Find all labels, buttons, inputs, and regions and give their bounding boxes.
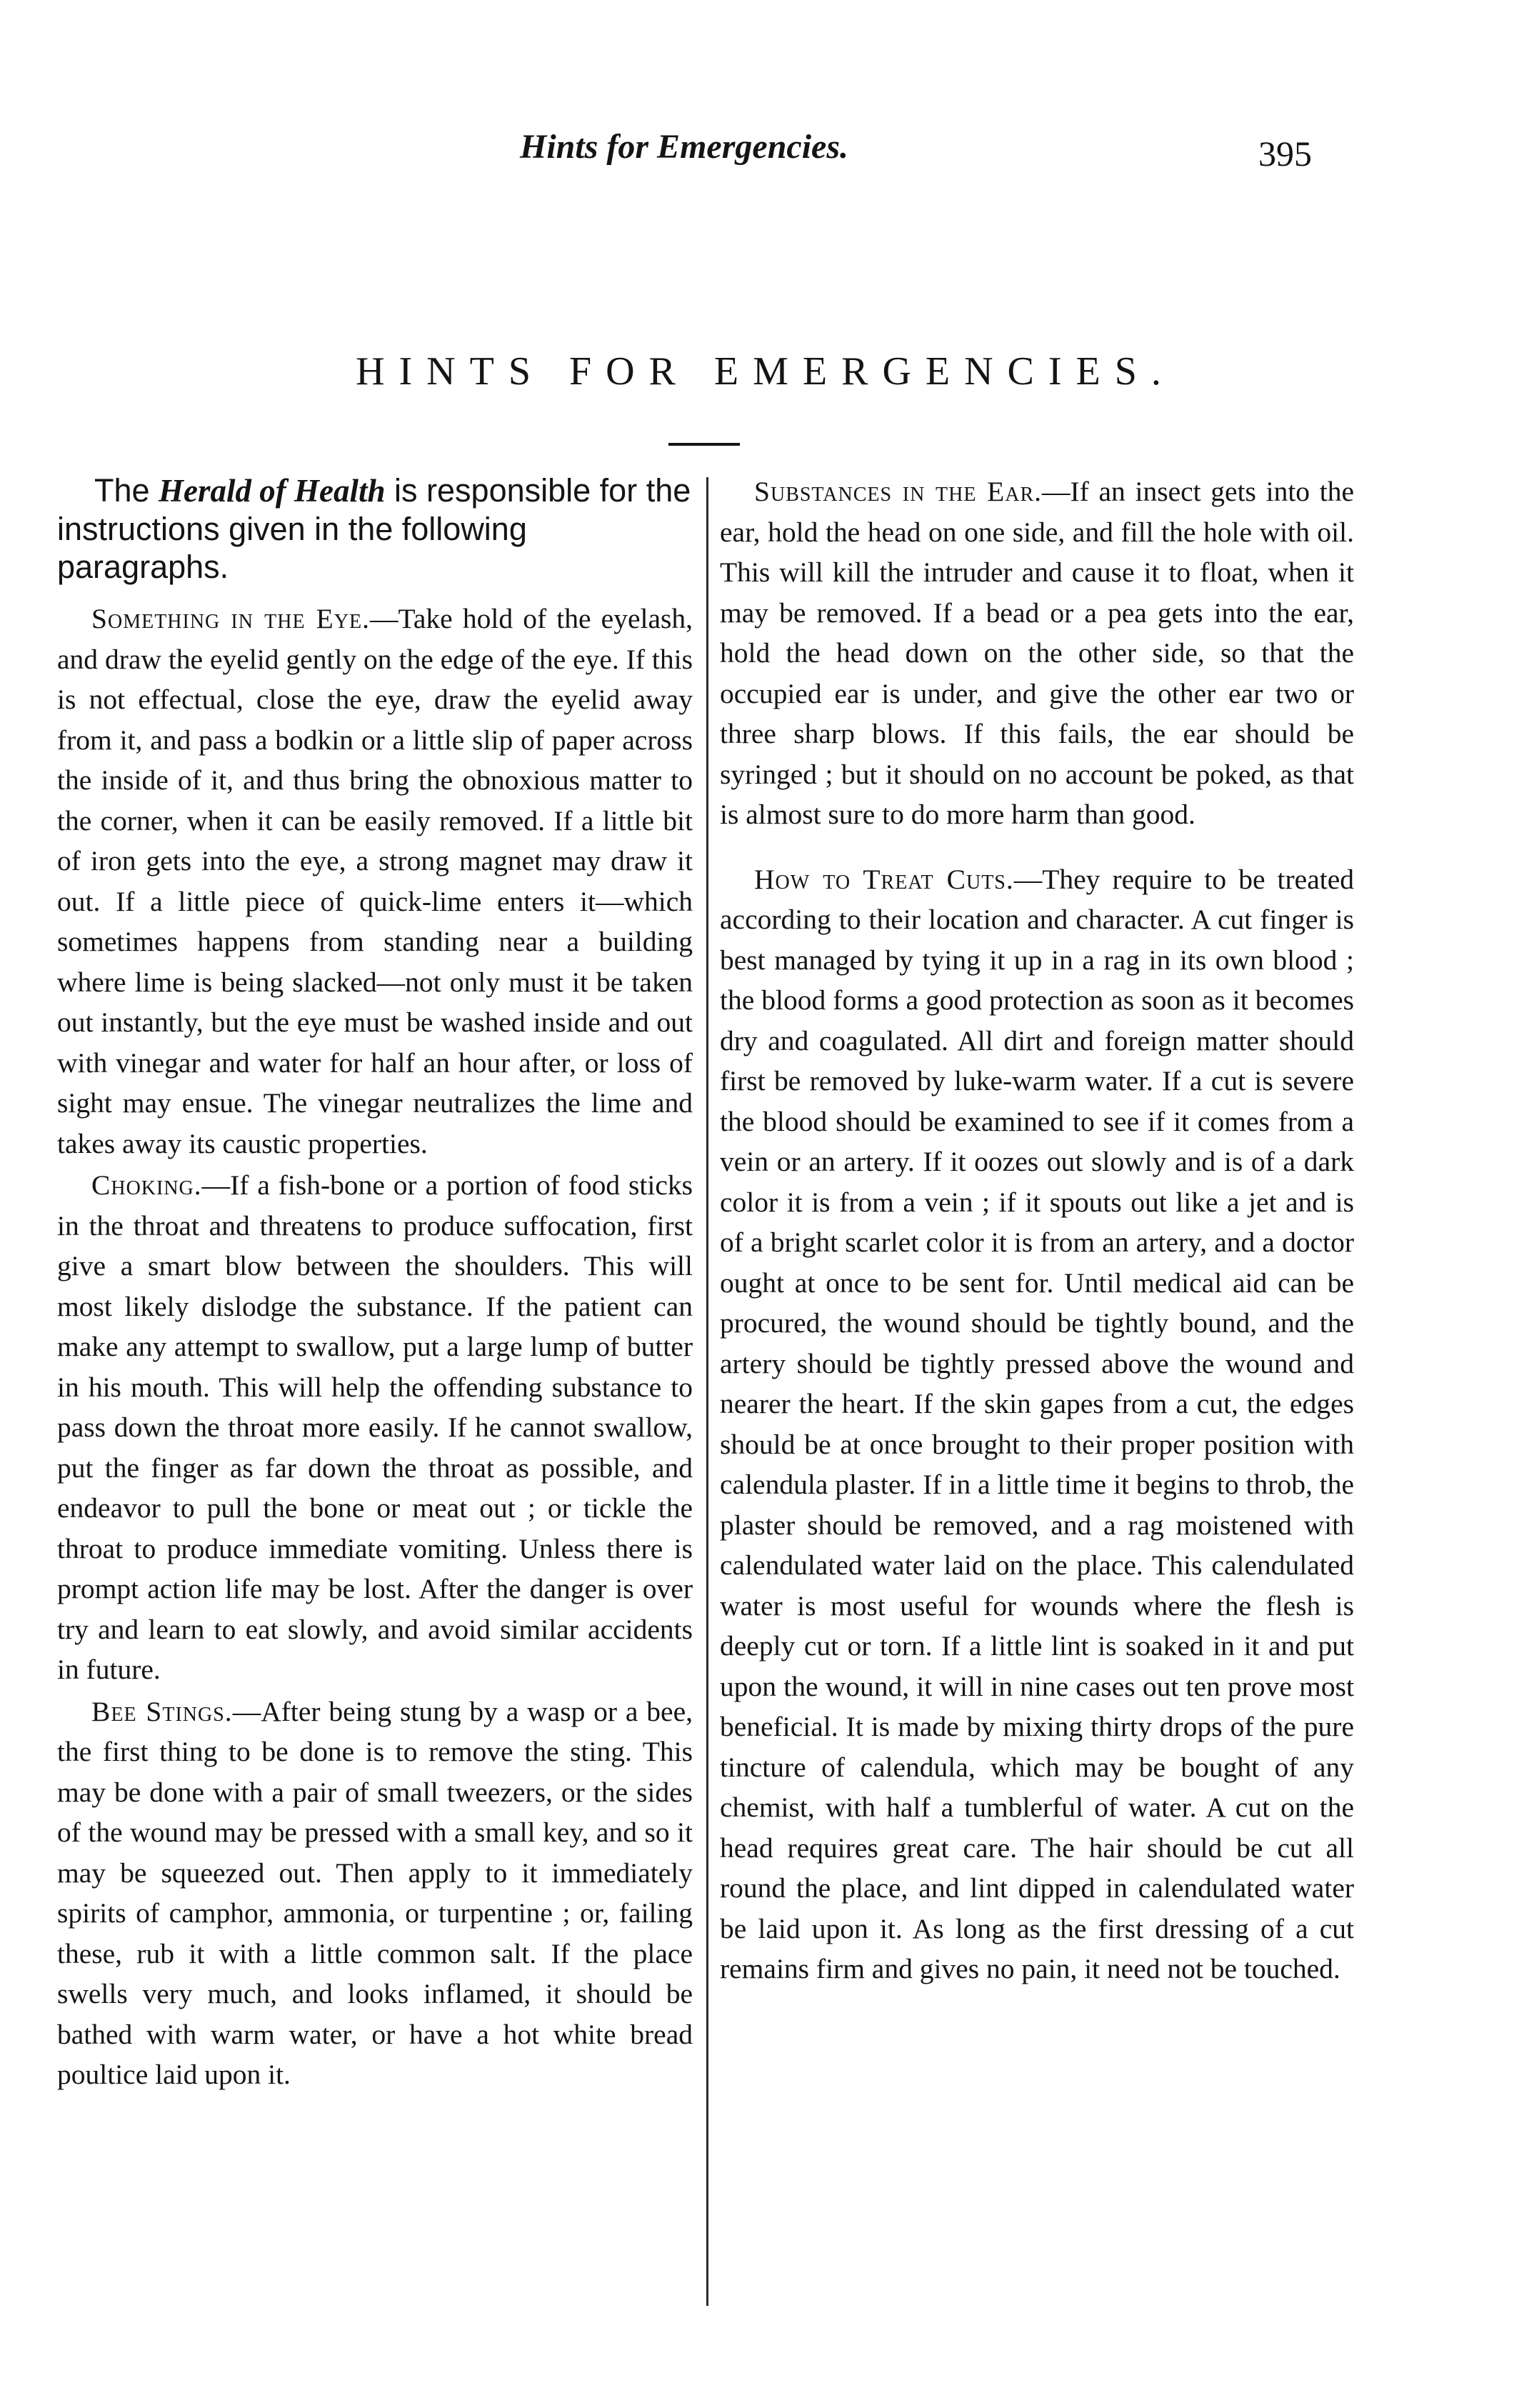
section-bee-stings	[57, 1692, 693, 2095]
article-title: HINTS FOR EMERGENCIES.	[356, 349, 1175, 394]
section-ear	[720, 471, 1354, 835]
column-divider	[706, 477, 708, 2306]
section-eye	[57, 599, 693, 1164]
running-title: Hints for Emergencies.	[520, 128, 849, 166]
section-heading: Choking.	[91, 1169, 202, 1201]
section-body: —After being stung by a wasp or a bee, the first thing to be done is to remove the sting. This may be done with a pair of small tweezers, or the sides of the wound may be pressed with a small key, and so it may be squeezed out. Then apply to it immediately spirits of camphor, ammonia, or turpentine ; or, failing these, rub it with a little common salt. If the place swells very much, and looks inflamed, it should be bathed with warm water, or have a hot white bread poultice laid upon it.	[57, 1695, 693, 2090]
section-heading: Substances in the Ear.	[754, 476, 1043, 507]
right-column	[720, 471, 1354, 1991]
section-cuts	[720, 859, 1354, 1989]
left-column	[57, 471, 693, 2097]
section-body: —If an insect gets into the ear, hold the head on one side, and fill the hole with oil. This will kill the intruder and cause it to float, when it may be removed. If a bead or a pea gets into the ear, hold the head down on the other side, so that the occupied ear is under, and give the other ear two or three sharp blows. If this fails, the ear should be syringed ; but it should on no account be poked, as that is almost sure to do more harm than good.	[720, 476, 1354, 830]
section-heading: How to Treat Cuts.	[754, 863, 1014, 895]
section-choking	[57, 1165, 693, 1690]
title-rule	[668, 443, 740, 446]
section-heading: Something in the Eye.	[91, 603, 371, 634]
section-body: —If a fish-bone or a portion of food sticks in the throat and threatens to produce suffocation, first give a smart blow between the shoulders. This will most likely dislodge the substance. If the patient can make any attempt to swallow, put a large lump of butter in his mouth. This will help the offending substance to pass down the throat more easily. If he cannot swallow, put the finger as far down the throat as possible, and endeavor to pull the bone or meat out ; or tickle the throat to produce immediate vomiting. Unless there is prompt action life may be lost. After the danger is over try and learn to eat slowly, and avoid similar accidents in future.	[57, 1169, 693, 1685]
running-head	[0, 121, 1524, 179]
section-body: —Take hold of the eyelash, and draw the eyelid gently on the edge of the eye. If this is not effectual, close the eye, draw the eyelid away from it, and pass a bodkin or a little slip of paper across the inside of it, and thus bring the obnoxious matter to the corner, when it can be easily removed. If a little bit of iron gets into the eye, a strong magnet may draw it out. If a little piece of quick-lime enters it—which sometimes happens from standing near a building where lime is being slacked—not only must it be taken out instantly, but the eye must be washed inside and out with vinegar and water for half an hour after, or loss of sight may ensue. The vinegar neutralizes the lime and takes away its caustic properties.	[57, 603, 693, 1159]
section-heading: Bee Stings.	[91, 1695, 233, 1727]
intro-paragraph	[57, 471, 693, 586]
intro-text-post: is responsible for the instructions given in the following paragraphs.	[57, 472, 691, 585]
page-number: 395	[1258, 134, 1312, 174]
section-body: —They require to be treated according to their location and character. A cut finger is best managed by tying it up in a rag in its own blood ; the blood forms a good protection as soon as it becomes dry and coagulated. All dirt and foreign matter should first be removed by luke-warm water. If a cut is severe the blood should be examined to see if it comes from a vein or an artery. If it oozes out slowly and is of a dark color it is from a vein ; if it spouts out like a jet and is of a bright scarlet color it is from an artery, and a doctor ought at once to be sent for. Until medical aid can be procured, the wound should be tightly bound, and the artery should be tightly pressed above the wound and nearer the heart. If the skin gapes from a cut, the edges should be at once brought to their proper position with calendula plaster. If in a little time it begins to throb, the plaster should be removed, and a rag moistened with calendulated water laid on the place. This calendulated water is most useful for wounds where the flesh is deeply cut or torn. If a little lint is soaked in it and put upon the wound, it will in nine cases out ten prove most beneficial. It is made by mixing thirty drops of the pure tincture of calendula, which may be bought of any chemist, with half a tumblerful of water. A cut on the head requires great care. The hair should be cut all round the place, and lint dipped in calendulated water be laid upon it. As long as the first dressing of a cut remains firm and gives no pain, it need not be touched.	[720, 863, 1354, 1984]
publication-name: Herald of Health	[159, 473, 386, 509]
intro-text-pre: The	[94, 472, 159, 509]
